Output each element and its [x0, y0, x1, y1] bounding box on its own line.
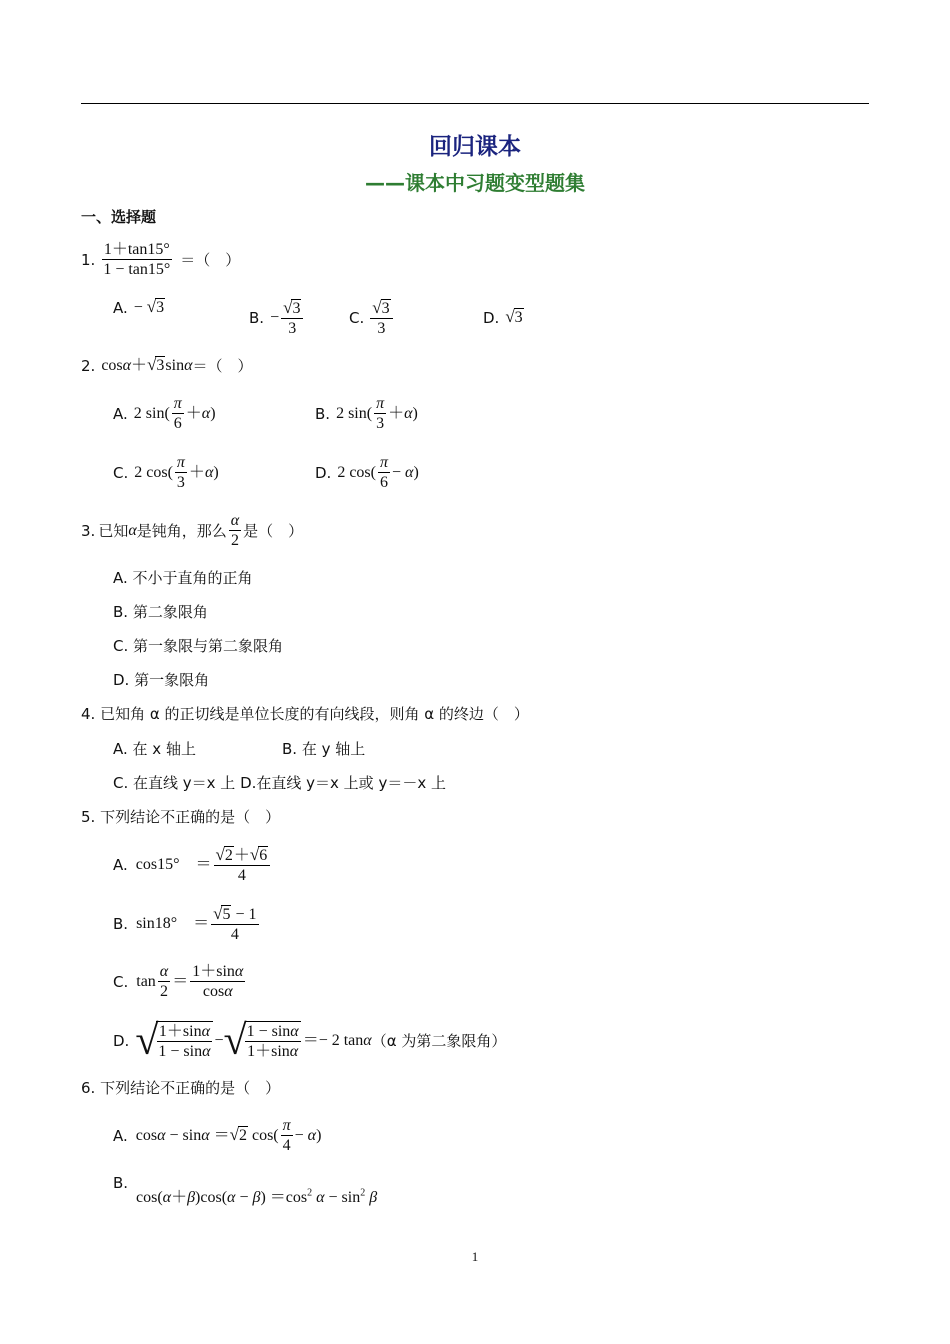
q5-option-b: B. sin18° ＝ $\frac{√5 - 1}{4}$ — [113, 904, 257, 943]
question-6: 6. 下列结论不正确的是（ ） — [81, 1079, 281, 1097]
q5-option-c-label: C. — [113, 972, 129, 991]
q3-option-b: B. 第二象限角 — [113, 603, 208, 621]
q5-option-a-label: A. — [113, 856, 128, 874]
q6-option-a: A. cosα − sinα ＝√2 cos( $\frac{\pi}{4}$ − α) — [113, 1117, 322, 1154]
q4-option-b: B. 在 y 轴上 — [282, 740, 366, 758]
q2-option-c-label: C. — [113, 463, 129, 482]
q2-option-b-label: B. — [315, 404, 331, 423]
q2-option-b: B. 2 sin( $\frac{\pi}{3}$ ＋α) — [315, 395, 418, 432]
q6-option-b-formula: $\cos(\alpha+\beta)\cos(\alpha - \beta) =\cos^2$ $\alpha - \sin^2 \beta$ — [136, 1187, 378, 1206]
question-5: 5. 下列结论不正确的是（ ） — [81, 808, 281, 826]
question-4: 4. 已知角 α 的正切线是单位长度的有向线段，则角 α 的终边（ ） — [81, 705, 529, 723]
q4-option-cd: C. 在直线 y＝x 上 D.在直线 y＝x 上或 y＝－x 上 — [113, 774, 446, 792]
q3-option-a: A. 不小于直角的正角 — [113, 569, 253, 587]
q6-option-a-label: A. — [113, 1126, 128, 1145]
q5-option-c: C. tan $\frac{\alpha}{2}$ ＝ $\frac{1+\sin\alpha}{\cos\alpha}$ — [113, 963, 244, 1000]
question-1-number: 1. — [81, 250, 96, 269]
question-1 — [81, 240, 240, 279]
q1-option-c-label: C. — [349, 309, 365, 327]
question-3-pre: 已知 — [98, 521, 129, 540]
q1-option-d-label: D. — [483, 308, 500, 327]
q2-option-a-label: A. — [113, 404, 128, 423]
q5-option-d-note: （α 为第二象限角） — [371, 1032, 507, 1050]
q5-option-d-label: D. — [113, 1032, 130, 1050]
q2-option-d: D. 2 cos( $\frac{\pi}{6}$ − α) — [315, 454, 419, 491]
q3-option-c: C. 第一象限与第二象限角 — [113, 637, 284, 655]
q2-option-c: C. 2 cos( $\frac{\pi}{3}$ ＋α) — [113, 454, 219, 491]
question-2-number: 2. — [81, 356, 96, 375]
question-3-tail: 是（ ） — [243, 521, 304, 540]
question-2-tail: ＝（ ） — [192, 356, 253, 375]
q4-option-a: A. 在 x 轴上 — [113, 740, 196, 758]
q5-option-d: D. √ $\frac{1+\sin\alpha}{1 - \sin\alpha}$ − √ $\frac{1 - \sin\alpha}{1+\sin\alpha}$ ＝− 2 tanα （α 为第二象限角） — [113, 1018, 507, 1064]
question-3: 3. 已知 α 是钝角，那么 $\frac{\alpha}{2}$ 是（ ） — [81, 512, 304, 549]
q5-option-b-label: B. — [113, 915, 129, 933]
q1-option-a: A. − √3 — [113, 297, 165, 317]
top-rule — [81, 103, 869, 104]
q6-option-b-label: B. — [113, 1174, 129, 1192]
q2-option-a: A. 2 sin( $\frac{\pi}{6}$ ＋α) — [113, 395, 216, 432]
q1-option-c: C. $\frac{√3}{3}$ — [349, 298, 395, 338]
page-number: 1 — [471, 1249, 479, 1264]
page-title: 回归课本 — [429, 134, 521, 160]
section-heading: 一、选择题 — [81, 208, 157, 226]
q3-option-d: D. 第一象限角 — [113, 671, 210, 689]
question-2: 2. cosα＋√3sinα ＝（ ） — [81, 355, 253, 375]
q1-option-b: B. − $\frac{√3}{3}$ — [249, 298, 305, 338]
question-3-mid: 是钝角，那么 — [136, 521, 227, 540]
q1-option-d: D. √3 — [483, 307, 523, 327]
q1-option-b-label: B. — [249, 309, 265, 327]
question-1-tail: ＝（ ） — [180, 250, 241, 269]
question-3-number: 3. — [81, 521, 96, 540]
q1-option-a-label: A. — [113, 298, 128, 317]
q1-fraction: $\frac{1+\tan 15^\circ}{1 - \tan 15^\circ}$ — [103, 241, 171, 278]
q5-option-a: A. cos15° ＝ $\frac{√2+√6}{4}$ — [113, 845, 272, 885]
q2-option-d-label: D. — [315, 463, 332, 482]
page-subtitle: ——课本中习题变型题集 — [365, 171, 585, 195]
